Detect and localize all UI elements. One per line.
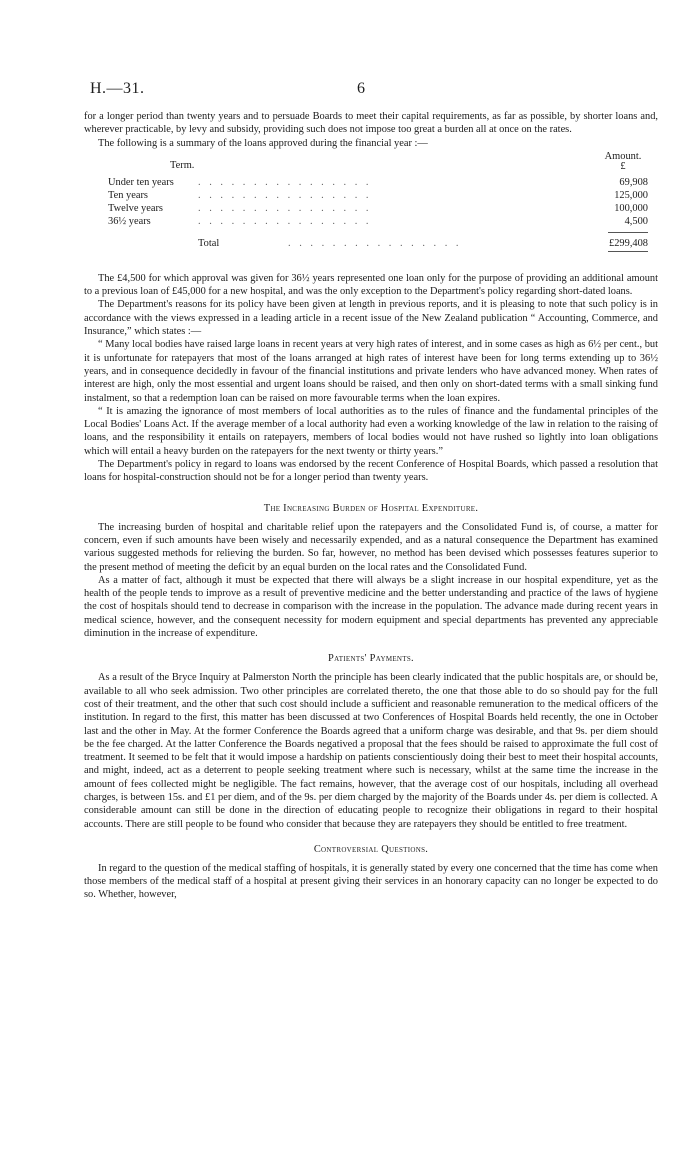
total-row <box>108 237 648 250</box>
leader-dots: . . . . . . . . . . . . . . . . <box>198 189 372 201</box>
loan-table-header <box>108 152 648 176</box>
table-row <box>108 176 648 189</box>
paragraph-intro: for a longer period than twenty years and to persuade Boards to meet their capital requirements, as far as possible, by shorter loans and, wherever practicable, by levy and subsidy, providing such does not impose too great a burden all at once on the rates. <box>84 111 658 136</box>
column-term: Term. <box>170 159 195 171</box>
section-heading-payments: Patients' Payments. <box>328 653 414 665</box>
page-header <box>84 0 658 110</box>
amount-cell: 125,000 <box>614 189 648 201</box>
term-cell: Twelve years <box>108 202 163 214</box>
paragraph: As a matter of fact, although it must be expected that there will always be a slight increase in our hospital expenditure, yet as the health of the people tends to improve as a result of preventive medicine and the better understanding and practice of the laws of hygiene the cost of hospitals should tend to decrease in comparison with the increase in the population. The advance made during recent years in medical science, however, and the consequent necessity for modern equipment and special departments has prevented any appreciable diminution in the increase of expenditure. <box>84 574 658 640</box>
section-heading-controversial: Controversial Questions. <box>313 843 429 855</box>
amount-cell: 4,500 <box>624 215 648 227</box>
quotation-paragraph: “ It is amazing the ignorance of most members of local authorities as to the rules of finance and the fundamental principles of the Local Bodies' Loans Act. If the average member of a local authority had even a working knowledge of the law in relation to the raising of loans, and the responsibility it entails on ratepayers, members of local bodies would not have rushed so lightly into loan obligations which will entail a heavy burden on the ratepayers for the next twenty or thirty years.” <box>84 405 658 457</box>
total-label: Total <box>198 237 220 249</box>
leader-dots: . . . . . . . . . . . . . . . . <box>288 237 462 249</box>
section-heading-burden: The Increasing Burden of Hospital Expenditure. <box>263 502 479 514</box>
table-row <box>108 215 648 228</box>
table-row <box>108 189 648 202</box>
leader-dots: . . . . . . . . . . . . . . . . <box>198 176 372 188</box>
paragraph-conference: The Department's policy in regard to loans was endorsed by the recent Conference of Hospital Boards, which passed a resolution that loans for hospital-construction should not be for a longer period than twenty years. <box>84 459 658 484</box>
amount-cell: 100,000 <box>614 202 648 214</box>
term-cell: Ten years <box>108 189 148 201</box>
paragraph: The £4,500 for which approval was given for 36½ years represented one loan only for the purpose of providing an additional amount to a previous loan of £45,000 for a new hospital, and was the only exception to the Department's policy regarding short-dated loans. <box>84 272 658 298</box>
paragraph-summary: The following is a summary of the loans approved during the financial year :— <box>98 137 428 149</box>
leader-dots: . . . . . . . . . . . . . . . . <box>198 202 372 214</box>
page-number: 6 <box>357 80 365 97</box>
paragraph: The Department's reasons for its policy have been given at length in previous reports, and it is pleasing to note that such policy is in accordance with the views expressed in a leading article in a recent issue of the New Zealand publication “ Accounting, Commerce, and Insurance,” which states :— <box>84 299 658 338</box>
loan-summary-table <box>108 152 648 252</box>
term-cell: Under ten years <box>108 176 174 188</box>
total-amount: £299,408 <box>609 237 648 249</box>
paragraph: In regard to the question of the medical staffing of hospitals, it is generally stated by every one concerned that the time has come when those members of the medical staff of a hospital at present giving their services in an honorary capacity can no longer be expected to do so. Whether, however, <box>84 862 658 901</box>
table-row <box>108 202 648 215</box>
total-rule <box>608 232 648 233</box>
paragraph: The increasing burden of hospital and charitable relief upon the ratepayers and the Consolidated Fund is, of course, a matter for concern, even if such amounts have been wisely and necessarily expended, and as a natural consequence the Department has examined various suggested methods for relieving the burden. So far, however, no method has been devised which possesses features superior to the present method of meeting the deficit by an equal burden on the local rates and the Consolidated Fund. <box>84 521 658 573</box>
quotation-paragraph: “ Many local bodies have raised large loans in recent years at very high rates of interest, and in some cases as high as 6½ per cent., but it is unfortunate for ratepayers that most of the loans arranged at high rates of interest have been for long terms extending up to 36½ years, and in consequence decidedly in favour of the financial institutions and private lenders who have advanced money. When rates of interest are high, only the most essential and urgent loans should be raised, and then only on short-dated terms with a small sinking fund instalment, so that a redemption loan can be raised on more favourable terms when the loan expires. <box>84 339 658 404</box>
leader-dots: . . . . . . . . . . . . . . . . <box>198 215 372 227</box>
term-cell: 36½ years <box>108 215 151 227</box>
amount-unit: £ <box>620 160 626 172</box>
amount-cell: 69,908 <box>619 176 648 188</box>
document-reference: H.—31. <box>90 80 145 97</box>
paragraph: As a result of the Bryce Inquiry at Palmerston North the principle has been clearly indicated that the public hospitals are, or should be, available to all who seek admission. Two other principles are correlated thereto, the one that those able to do so should pay for the full cost of their treatment, and the other that such cost should include a sufficient and reasonable remuneration to the medical officers of the institution. In regard to the first, this matter has been discussed at two Conferences of Hospital Boards held recently, the one in October last and the other in May. At the former Conference the Boards agreed that a uniform charge was desirable, and that 9s. per diem should be the fee charged. At the latter Conference the Boards negatived a proposal that the fees should be raised to approximate the full cost of treatment. It seemed to be felt that it would impose a hardship on patients conscientiously doing their best to meet their hospital accounts, and might, indeed, act as a deterrent to people seeking treatment where such is necessary, whilst at the same time the increase in the amount of fees collected might be negligible. The fact remains, however, that the average cost of our hospitals, including all overhead charges, is between 15s. and £1 per diem, and of the 9s. per diem charged by the majority of the Boards under 4s. per diem is collected. A considerable amount can still be done in the direction of educating people to recognize their obligations in regard to their hospital accounts. There are still people to be found who consider that because they are ratepayers they should be entitled to free treatment. <box>84 672 658 830</box>
amount-label: Amount. <box>604 150 642 162</box>
column-amount <box>598 152 648 176</box>
